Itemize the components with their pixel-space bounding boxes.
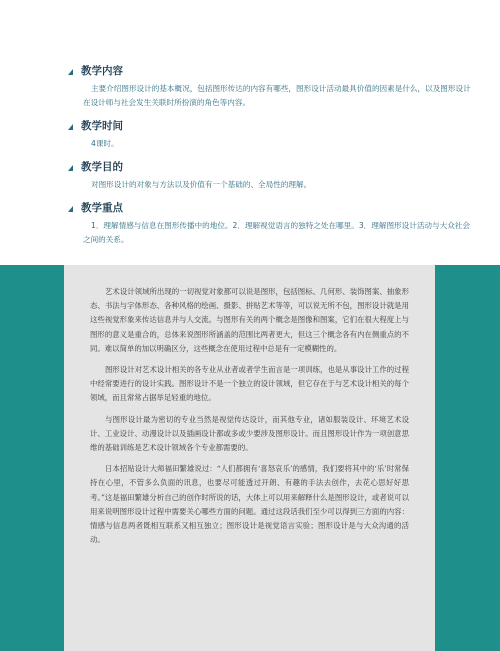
reading-panel xyxy=(64,265,435,651)
section-heading: 教学时间 xyxy=(81,120,123,132)
body-paragraph: 图形设计对艺术设计相关的各专业从业者或者学生而言是一项训练，也是从事设计工作的过程中经常要进行的设计实践。图形设计不是一个独立的设计领域，但它存在于与艺术设计相关的每个领域，而且常常占据举足轻重的地位。 xyxy=(90,365,409,403)
objectives-list xyxy=(66,64,476,256)
objective-section-time xyxy=(66,119,476,151)
objective-section-focus xyxy=(66,201,476,247)
section-body: 对图形设计的对象与方法以及价值有一个基础的、全局性的理解。 xyxy=(91,180,312,189)
section-body: 主要介绍图形设计的基本概况，包括图形传达的内容有哪些，图形设计活动最具价值的因素是什么，以及图形设计在设计师与社会发生关联时所扮演的角色等内容。 xyxy=(83,84,471,107)
section-heading: 教学目的 xyxy=(81,161,123,173)
triangle-bullet-icon xyxy=(68,124,73,130)
objective-section-content xyxy=(66,64,476,110)
section-body: 4课时。 xyxy=(91,139,119,148)
section-heading: 教学重点 xyxy=(81,202,123,214)
objectives-panel xyxy=(0,0,500,265)
body-paragraph: 与图形设计最为密切的专业当然是视觉传达设计，而其他专业，诸如服装设计、环境艺术设计、工业设计、动漫设计以及插画设计都或多或少要涉及图形设计。而且图形设计作为一项创意思维的基础训练是艺术设计领域各个专业都需要的。 xyxy=(90,414,409,453)
objective-section-purpose xyxy=(66,160,476,192)
body-paragraph: 艺术设计领域所出现的一切视觉对象都可以说是图形，包括图标、几何形、装饰图案、抽象形态、书法与字体形态、各种风格的绘画、摄影、拼贴艺术等等，可以说无所不包，图形设计就是用这些视觉形象来传达信息并与人交流。与图形有关的两个概念是图像和图案，它们在很大程度上与图形的意义是重合的，总体来说图形所涵盖的范围比两者更大，但这三个概念各有内在侧重点的不同。难以简单的加以明确区分，这些概念在使用过程中总是有一定模糊性的。 xyxy=(90,287,409,353)
triangle-bullet-icon xyxy=(68,206,73,212)
triangle-bullet-icon xyxy=(68,165,73,171)
triangle-bullet-icon xyxy=(68,69,73,75)
section-heading: 教学内容 xyxy=(81,65,123,77)
body-paragraph: 日本招贴设计大师福田繁雄说过：“人们都拥有‘喜怒哀乐’的感情，我们要将其中的‘乐’时常保持在心里，不管多么负面的讯息，也要尽可能透过开朗、有趣的手法去创作，去花心思好好思考。”这是福田繁雄分析自己的创作时所说的话，大体上可以用来解释什么是图形设计，或者说可以用来说明图形设计过程中需要关心哪些方面的问题。通过这段话我们至少可以得到三方面的内容：情感与信息两者既相互联系又相互独立；图形设计是视觉语言实验；图形设计是与大众沟通的活动。 xyxy=(90,464,409,545)
section-body: 1．理解情感与信息在图形传播中的地位。2．理解视觉语言的独特之处在哪里。3．理解图形设计活动与大众社会之间的关系。 xyxy=(83,221,470,244)
